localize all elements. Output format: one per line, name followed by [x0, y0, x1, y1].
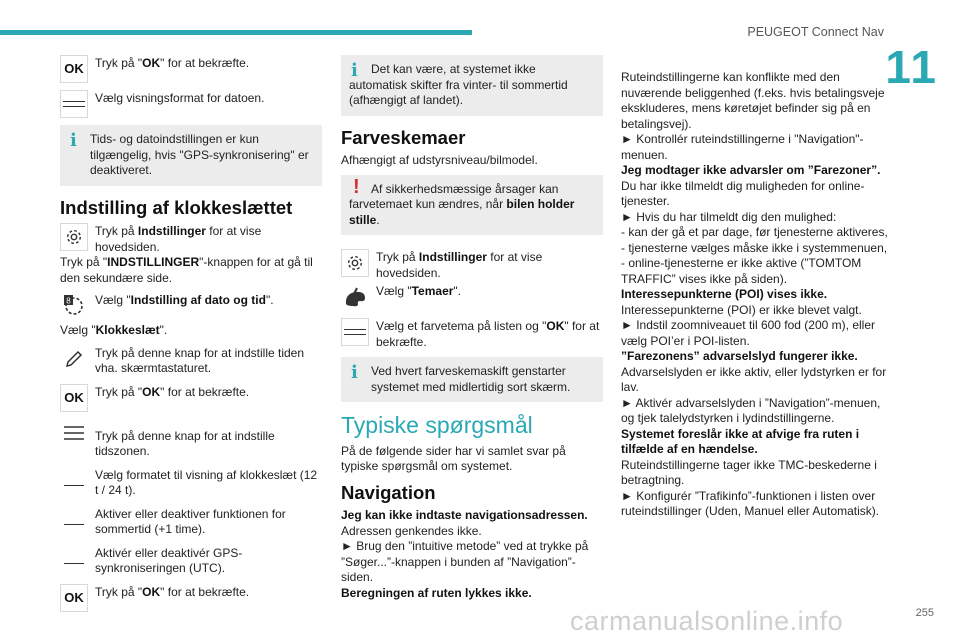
step-settings	[341, 249, 603, 281]
info-note	[60, 125, 322, 186]
gear-icon[interactable]	[60, 223, 88, 251]
ok-button-icon[interactable]: OK	[60, 584, 88, 612]
step-text: Vælg "Klokkeslæt".	[60, 323, 168, 337]
info-icon: i	[70, 130, 77, 151]
info-icon: i	[351, 362, 358, 383]
toggle-icon[interactable]	[60, 467, 88, 495]
column-2	[341, 55, 603, 601]
watermark: carmanualsonline.info	[570, 606, 844, 636]
step-text: Vælg et farvetema på listen og "OK" for at bekræfte.	[376, 319, 600, 349]
step-confirm-ok	[60, 384, 322, 412]
step-text: Tryk på "OK" for at bekræfte.	[95, 56, 250, 70]
step-text: Vælg "Indstilling af dato og tid".	[95, 293, 274, 307]
step-select-theme	[341, 318, 603, 350]
number-8-gear-icon[interactable]	[60, 292, 88, 320]
chapter-number: 11	[885, 41, 938, 93]
info-note	[341, 357, 603, 402]
step-time-format	[60, 467, 322, 499]
step-gps-sync	[60, 545, 322, 577]
faq-answer: ► Hvis du har tilmeldt dig den mulighed:	[621, 209, 837, 224]
step-text: Tryk på Indstillinger for at vise hovedsiden.	[376, 250, 543, 280]
ok-button-icon[interactable]: OK	[60, 55, 88, 83]
toggle-icon[interactable]	[60, 545, 88, 573]
paragraph: På de følgende sider har vi samlet svar på typiske spørgsmål om systemet.	[341, 443, 566, 473]
ok-button-icon[interactable]: OK	[60, 384, 88, 412]
faq-answer: Ruteindstillingerne tager ikke TMC-beskederne i betragtning.	[621, 457, 877, 487]
step-text: Tryk på denne knap for at indstille tidszonen.	[95, 428, 275, 458]
faq-answer: Adressen genkendes ikke.	[341, 523, 482, 538]
faq-question: Jeg kan ikke indtaste navigationsadressen.	[341, 508, 588, 522]
step-text: Vælg visningsformat for datoen.	[95, 91, 265, 105]
step-text: Tryk på "OK" for at bekræfte.	[95, 384, 250, 399]
step-text: Tryk på "OK" for at bekræfte.	[95, 584, 250, 599]
faq-answer: Ruteindstillingerne kan konflikte med den nuværende beliggenhed (f.eks. hvis betalingsveje ekskluderes, mens køretøjet befinder sig på en betalingsvej).	[621, 70, 885, 131]
section-heading-faq: Typiske spørgsmål	[341, 412, 533, 438]
page-number: 255	[915, 607, 934, 619]
faq-question: Interessepunkterne (POI) vises ikke.	[621, 287, 828, 301]
step-text: Vælg formatet til visning af klokkeslæt (12 t / 24 t).	[95, 467, 318, 497]
section-heading-time: Indstilling af klokkeslættet	[60, 196, 293, 218]
step-text: Aktivér eller deaktivér GPS-synkroniseringen (UTC).	[95, 545, 243, 575]
step-text: Tryk på "INDSTILLINGER"-knappen for at gå til den sekundære side.	[60, 255, 313, 285]
step-text: Tryk på denne knap for at indstille tiden vha. skærmtastaturet.	[95, 345, 305, 375]
step-date-time	[60, 292, 322, 320]
info-note	[341, 55, 603, 116]
faq-answer: - online-tjenesterne er ikke aktive (”TOMTOM TRAFFIC” vises ikke på siden).	[621, 256, 862, 286]
faq-answer: ► Indstil zoomniveauet til 600 fod (200 m), eller vælg POI’er i POI-listen.	[621, 318, 875, 348]
step-confirm-ok	[60, 55, 322, 83]
faq-answer: Interessepunkterne (POI) er ikke blevet valgt.	[621, 302, 862, 317]
note-text: Af sikkerhedsmæssige årsager kan farvetemaet kun ændres, når bilen holder stille.	[349, 181, 575, 227]
warning-note	[341, 175, 603, 236]
faq-answer: Advarselslyden er ikke aktiv, eller lydstyrken er for lav.	[621, 364, 887, 394]
step-dst	[60, 506, 322, 538]
step-timezone	[60, 419, 322, 460]
format-bar-icon[interactable]	[341, 318, 369, 346]
header-title: PEUGEOT Connect Nav	[747, 25, 884, 39]
warning-icon: !	[353, 175, 360, 198]
palette-icon[interactable]	[341, 283, 369, 311]
step-text: Aktiver eller deaktiver funktionen for sommertid (+1 time).	[95, 506, 286, 536]
svg-text:8: 8	[66, 296, 71, 306]
toggle-icon[interactable]	[60, 506, 88, 534]
paragraph: Afhængigt af udstyrsniveau/bilmodel.	[341, 153, 538, 167]
format-bar-icon[interactable]	[60, 90, 88, 118]
step-set-time	[60, 345, 322, 377]
faq-answer: ► Brug den ”intuitive metode” ved at trykke på ”Søger...”-knappen i bunden af ”Navigation”-siden.	[341, 539, 589, 584]
step-text: Vælg "Temaer".	[376, 284, 462, 298]
info-icon: i	[351, 60, 358, 81]
step-themes	[341, 283, 603, 311]
faq-question: Beregningen af ruten lykkes ikke.	[341, 585, 532, 600]
faq-answer: - tjenesterne vælges måske ikke i systemmenuen,	[621, 240, 888, 255]
note-text: Tids- og datoindstillingen er kun tilgængelig, hvis "GPS-synkronisering" er deaktiveret.	[90, 132, 309, 177]
step-settings	[60, 223, 322, 255]
faq-answer: ► Kontrollér ruteindstillingerne i "Navigation"-menuen.	[621, 132, 864, 162]
faq-answer: ► Konfigurér ”Trafikinfo”-funktionen i listen over ruteindstillinger (Uden, Manuel eller Automatisk).	[621, 488, 880, 518]
faq-answer: ► Aktivér advarselslyden i ”Navigation”-menuen, og tjek talelydstyrken i lydindstillingerne.	[621, 395, 881, 425]
faq-answer: - kan der gå et par dage, før tjenesterne aktiveres,	[621, 225, 888, 239]
note-text: Det kan være, at systemet ikke automatisk skifter fra vinter- til sommertid (afhængigt af landet).	[349, 62, 568, 107]
step-text: Tryk på Indstillinger for at vise hovedsiden.	[95, 224, 262, 254]
section-heading-navigation: Navigation	[341, 481, 436, 503]
faq-question: Systemet foreslår ikke at afvige fra ruten i tilfælde af en hændelse.	[621, 426, 860, 456]
note-text: Ved hvert farveskemaskift genstarter systemet med midlertidig sort skærm.	[371, 364, 571, 394]
column-3	[621, 70, 889, 520]
faq-question: ”Farezonens” advarselslyd fungerer ikke.	[621, 349, 858, 363]
top-accent-bar	[0, 30, 472, 35]
gear-icon[interactable]	[341, 249, 369, 277]
faq-answer: Du har ikke tilmeldt dig muligheden for online-tjenester.	[621, 178, 865, 208]
section-heading-colors: Farveskemaer	[341, 126, 466, 148]
step-confirm-ok	[60, 584, 322, 612]
column-1	[60, 55, 322, 619]
faq-question: Jeg modtager ikke advarsler om ”Farezoner”.	[621, 163, 881, 177]
menu-icon[interactable]	[60, 419, 88, 447]
step-date-format	[60, 90, 322, 118]
pencil-icon[interactable]	[60, 345, 88, 373]
